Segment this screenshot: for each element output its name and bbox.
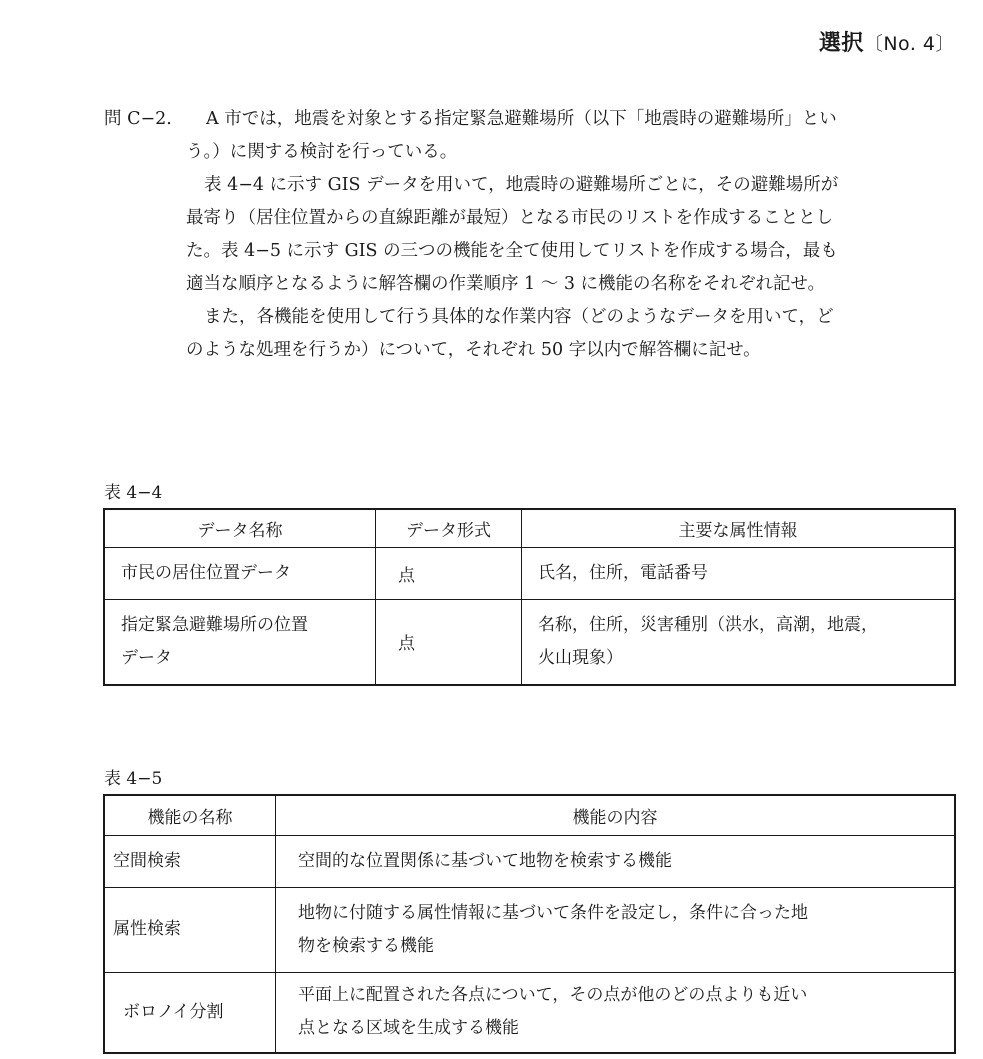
question-line-2: う。）に関する検討を行っている。	[186, 142, 458, 162]
col-header-attributes: 主要な属性情報	[522, 509, 956, 547]
col-header-function-name: 機能の名称	[104, 795, 276, 835]
table-row	[104, 972, 955, 1053]
table-header-row	[104, 509, 955, 547]
problem-number: 〔No. 4〕	[863, 33, 955, 55]
cell-attributes: 氏名，住所，電話番号	[522, 547, 956, 599]
question-line-5: た。表 4−5 に示す GIS の三つの機能を全て使用してリストを作成する場合，最も	[186, 241, 838, 261]
cell-function-name: ボロノイ分割	[104, 972, 276, 1053]
cell-data-format: 点	[376, 547, 522, 599]
table-row	[104, 887, 955, 972]
col-header-data-format: データ形式	[376, 509, 522, 547]
page-header	[819, 26, 955, 57]
table-4-5	[103, 794, 956, 1054]
table-header-row	[104, 795, 955, 835]
cell-function-name: 空間検索	[104, 835, 276, 887]
table-row	[104, 835, 955, 887]
question-line-6: 適当な順序となるように解答欄の作業順序 1 ～ 3 に機能の名称をそれぞれ記せ。	[186, 274, 825, 294]
table-4-5-caption: 表 4−5	[104, 769, 163, 789]
col-header-data-name: データ名称	[104, 509, 376, 547]
table-row	[104, 599, 955, 685]
question-line-3: 表 4−4 に示す GIS データを用いて，地震時の避難場所ごとに，その避難場所が	[204, 175, 839, 195]
question-number: 問 C−2.	[104, 109, 172, 129]
question-line-1: 問 C−2. A 市では，地震を対象とする指定緊急避難場所（以下「地震時の避難場所」とい	[104, 103, 959, 136]
question-line-7: また，各機能を使用して行う具体的な作業内容（どのようなデータを用いて，ど	[204, 307, 834, 327]
cell-function-name: 属性検索	[104, 887, 276, 972]
cell-function-content: 平面上に配置された各点について，その点が他のどの点よりも近い 点となる区域を生成する機能	[276, 972, 956, 1053]
cell-data-name: 市民の居住位置データ	[104, 547, 376, 599]
cell-data-format: 点	[376, 599, 522, 685]
cell-attributes: 名称，住所，災害種別（洪水，高潮，地震， 火山現象）	[522, 599, 956, 685]
table-4-4	[103, 508, 956, 686]
col-header-function-content: 機能の内容	[276, 795, 956, 835]
question-line-4: 最寄り（居住位置からの直線距離が最短）となる市民のリストを作成することとし	[186, 208, 834, 228]
select-label: 選択	[818, 31, 864, 56]
cell-data-name: 指定緊急避難場所の位置 データ	[104, 599, 376, 685]
cell-function-content: 地物に付随する属性情報に基づいて条件を設定し，条件に合った地 物を検索する機能	[276, 887, 956, 972]
question-line-8: のような処理を行うか）について，それぞれ 50 字以内で解答欄に記せ。	[186, 340, 761, 360]
cell-function-content: 空間的な位置関係に基づいて地物を検索する機能	[276, 835, 956, 887]
question-text	[104, 103, 959, 367]
table-4-4-caption: 表 4−4	[104, 483, 163, 503]
table-row	[104, 547, 955, 599]
